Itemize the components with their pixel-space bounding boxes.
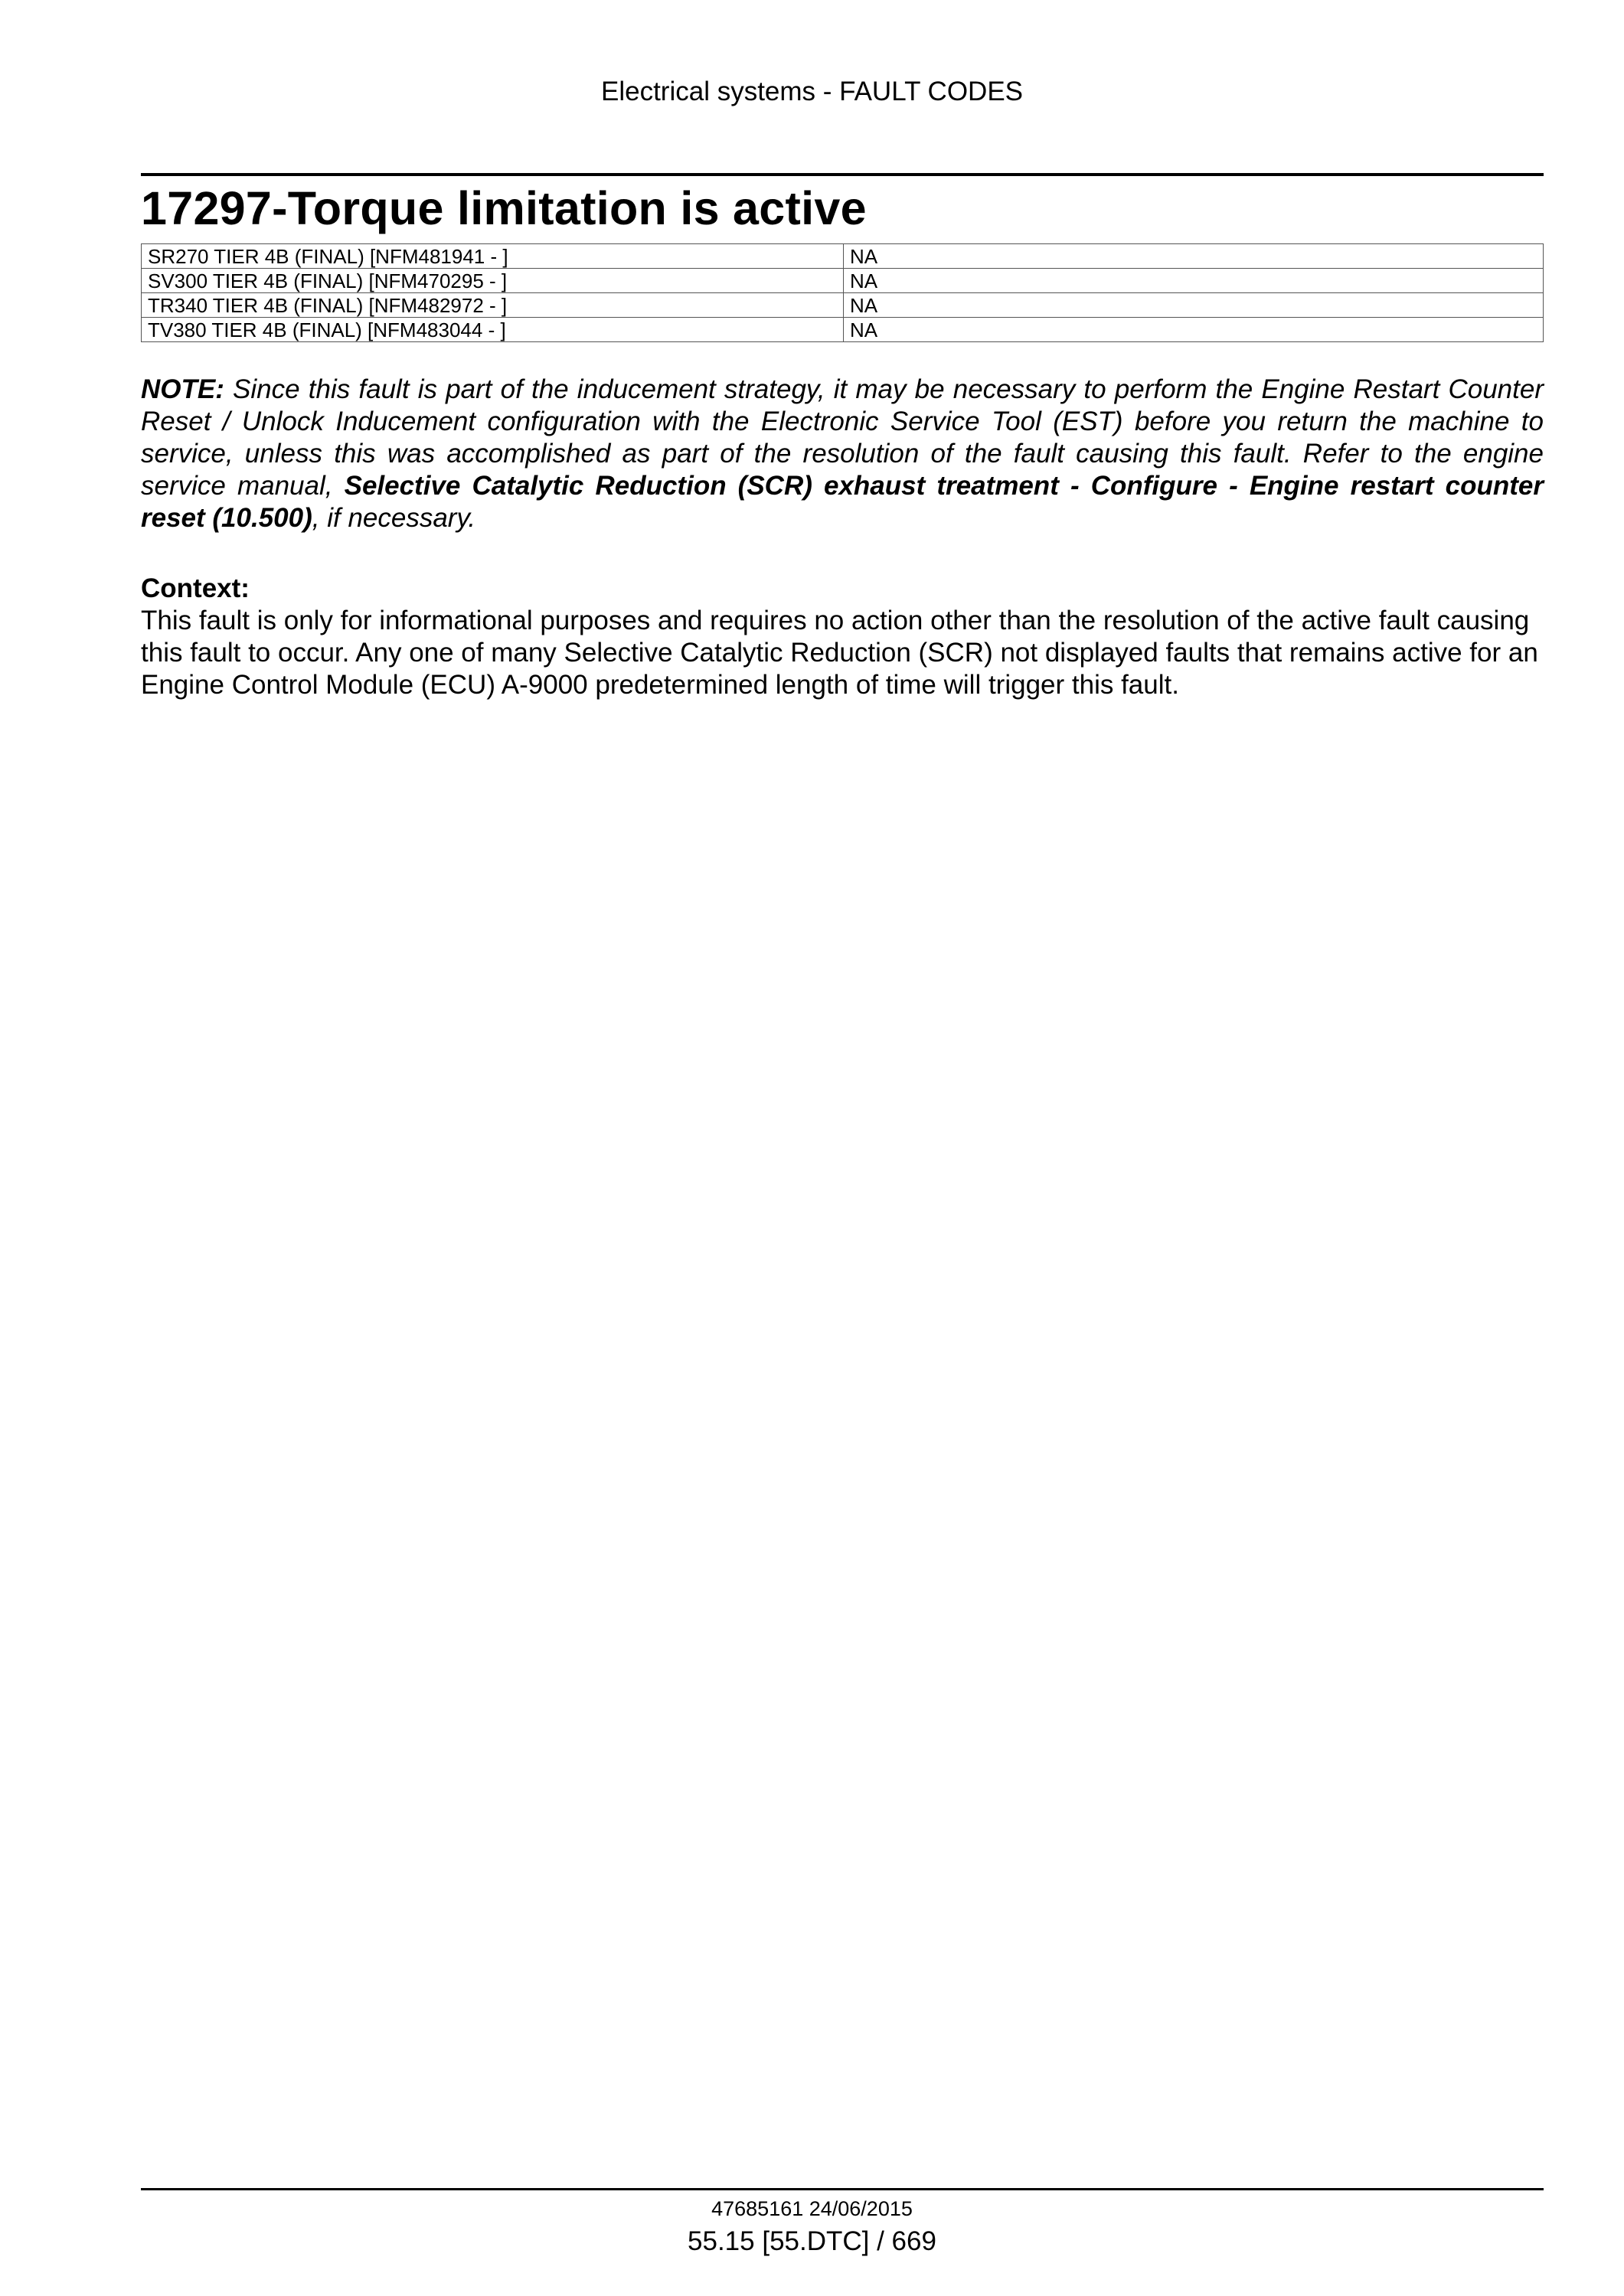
model-cell: TV380 TIER 4B (FINAL) [NFM483044 - ] bbox=[142, 318, 844, 342]
model-cell: SR270 TIER 4B (FINAL) [NFM481941 - ] bbox=[142, 244, 844, 269]
fault-title: 17297-Torque limitation is active bbox=[141, 182, 867, 234]
model-applicability-table bbox=[141, 243, 1544, 342]
value-cell: NA bbox=[844, 293, 1544, 318]
note-label: NOTE: bbox=[141, 374, 224, 404]
table-row bbox=[142, 244, 1544, 269]
table-row bbox=[142, 318, 1544, 342]
note-text-before: Since this fault is part of the inducement strategy, it may be necessary to perform the Engine Restart Counter Reset / Unlock Inducement configuration with the Electronic Service Tool (EST) before you return the machine to service, unless this was accomplished as part of the resolution of the fault causing this fault. Refer to the engine service manual, bbox=[141, 374, 1544, 501]
model-cell: TR340 TIER 4B (FINAL) [NFM482972 - ] bbox=[142, 293, 844, 318]
note-reference: Selective Catalytic Reduction (SCR) exhaust treatment - Configure - Engine restart counter reset (10.500) bbox=[141, 471, 1544, 533]
value-cell: NA bbox=[844, 269, 1544, 293]
table-row bbox=[142, 269, 1544, 293]
value-cell: NA bbox=[844, 244, 1544, 269]
footer-document-id: 47685161 24/06/2015 bbox=[711, 2197, 913, 2220]
footer-divider bbox=[141, 2188, 1544, 2190]
header-divider bbox=[141, 173, 1544, 176]
table-row bbox=[142, 293, 1544, 318]
context-heading: Context: bbox=[141, 573, 250, 603]
running-header: Electrical systems - FAULT CODES bbox=[600, 77, 1024, 106]
value-cell: NA bbox=[844, 318, 1544, 342]
context-body: This fault is only for informational purposes and requires no action other than the resolution of the active fault causing this fault to occur. Any one of many Selective Catalytic Reduction (SCR) not displayed faults that remains active for an Engine Control Module (ECU) A-9000 predetermined length of time will trigger this fault. bbox=[141, 606, 1538, 700]
note-text-after: , if necessary. bbox=[312, 503, 476, 533]
note-paragraph bbox=[141, 374, 1544, 534]
model-cell: SV300 TIER 4B (FINAL) [NFM470295 - ] bbox=[142, 269, 844, 293]
footer-page-number: 55.15 [55.DTC] / 669 bbox=[688, 2226, 936, 2256]
